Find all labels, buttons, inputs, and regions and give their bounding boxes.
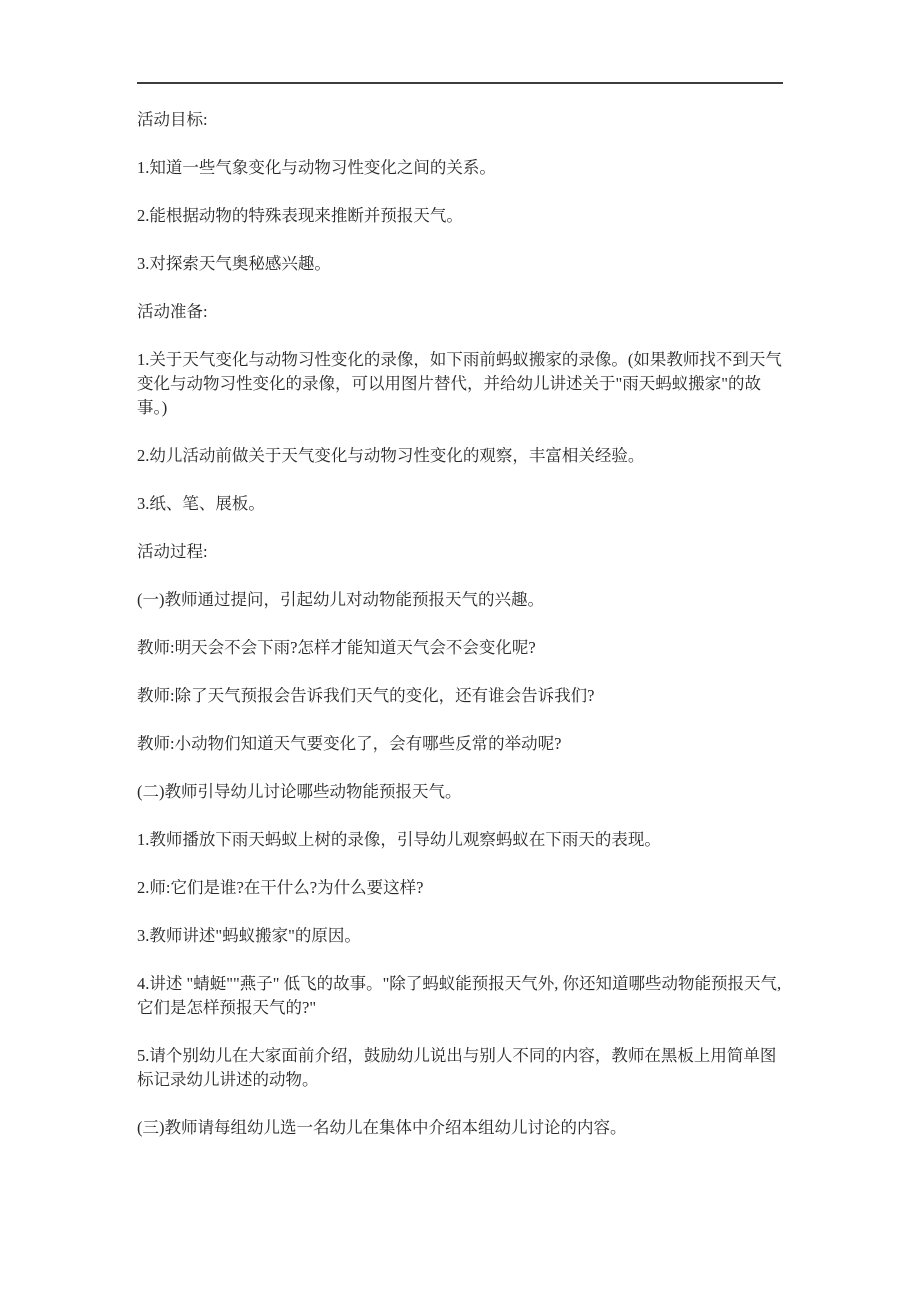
paragraph: (二)教师引导幼儿讨论哪些动物能预报天气。 xyxy=(137,782,462,801)
paragraph: 4.讲述 "蜻蜓""燕子" 低飞的故事。"除了蚂蚁能预报天气外, 你还知道哪些动物能预报天气, 它们是怎样预报天气的?" xyxy=(137,974,782,1017)
paragraph: (一)教师通过提问，引起幼儿对动物能预报天气的兴趣。 xyxy=(137,590,544,609)
paragraph: 1.知道一些气象变化与动物习性变化之间的关系。 xyxy=(137,158,496,177)
section-heading-preparation: 活动准备: xyxy=(137,302,208,321)
paragraph: 2.幼儿活动前做关于天气变化与动物习性变化的观察，丰富相关经验。 xyxy=(137,446,645,465)
paragraph: 教师:明天会不会下雨?怎样才能知道天气会不会变化呢? xyxy=(137,638,536,657)
section-heading-goals: 活动目标: xyxy=(137,110,208,129)
paragraph: 2.师:它们是谁?在干什么?为什么要这样? xyxy=(137,878,424,897)
paragraph: 3.纸、笔、展板。 xyxy=(137,494,265,513)
section-heading-process: 活动过程: xyxy=(137,542,208,561)
paragraph: 2.能根据动物的特殊表现来推断并预报天气。 xyxy=(137,206,463,225)
paragraph: 3.对探索天气奥秘感兴趣。 xyxy=(137,254,331,273)
paragraph: 3.教师讲述"蚂蚁搬家"的原因。 xyxy=(137,926,361,945)
separator-line xyxy=(137,82,783,84)
paragraph: 教师:除了天气预报会告诉我们天气的变化，还有谁会告诉我们? xyxy=(137,686,595,705)
paragraph: 5.请个别幼儿在大家面前介绍，鼓励幼儿说出与别人不同的内容，教师在黑板上用简单图标记录幼儿讲述的动物。 xyxy=(137,1046,777,1089)
paragraph: 教师:小动物们知道天气要变化了，会有哪些反常的举动呢? xyxy=(137,734,562,753)
paragraph: 1.关于天气变化与动物习性变化的录像，如下雨前蚂蚁搬家的录像。(如果教师找不到天气变化与动物习性变化的录像，可以用图片替代，并给幼儿讲述关于"雨天蚂蚁搬家"的故事。) xyxy=(137,350,782,417)
paragraph: (三)教师请每组幼儿选一名幼儿在集体中介绍本组幼儿讨论的内容。 xyxy=(137,1118,627,1137)
paragraph: 1.教师播放下雨天蚂蚁上树的录像，引导幼儿观察蚂蚁在下雨天的表现。 xyxy=(137,830,661,849)
